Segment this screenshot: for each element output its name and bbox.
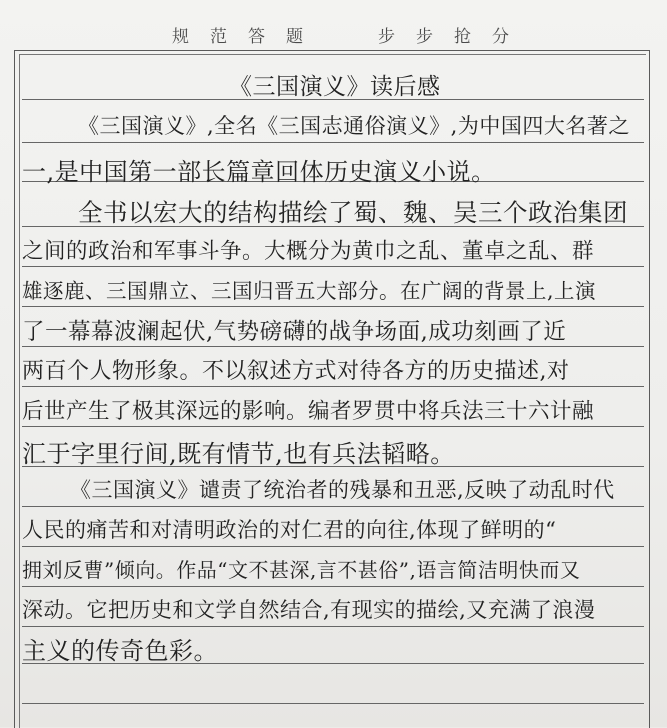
- essay-line: 拥刘反曹”倾向。作品“文不甚深,言不甚俗”,语言简洁明快而又: [22, 558, 581, 582]
- essay-line: 主义的传奇色彩。: [22, 637, 218, 665]
- ruled-line: [22, 142, 644, 143]
- essay-line: 汇于字里行间,既有情节,也有兵法韬略。: [22, 440, 455, 468]
- header-char: 题: [286, 27, 304, 47]
- ruled-line: [22, 346, 644, 347]
- ruled-line: [22, 266, 644, 267]
- header-char: 抢: [454, 27, 472, 47]
- essay-line: 了一幕幕波澜起伏,气势磅礴的战争场面,成功刻画了近: [22, 319, 567, 345]
- essay-line: 《三国演义》,全名《三国志通俗演义》,为中国四大名著之: [78, 114, 630, 138]
- essay-line: 人民的痛苦和对清明政治的对仁君的向往,体现了鲜明的“: [22, 518, 557, 542]
- essay-line: 全书以宏大的结构描绘了蜀、魏、吴三个政治集团: [78, 198, 628, 227]
- header-char: 步: [378, 27, 396, 47]
- ruled-line: [22, 703, 644, 704]
- header-char: 规: [172, 27, 190, 47]
- essay-line: 一,是中国第一部长篇章回体历史演义小说。: [22, 158, 496, 186]
- ruled-line: [22, 586, 644, 587]
- essay-line: 雄逐鹿、三国鼎立、三国归晋五大部分。在广阔的背景上,上演: [22, 279, 597, 303]
- essay-line: 两百个人物形象。不以叙述方式对待各方的历史描述,对: [22, 359, 570, 384]
- ruled-line: [22, 546, 644, 547]
- header-char: 答: [248, 27, 266, 47]
- header-right-title: [368, 22, 520, 47]
- essay-line: 之间的政治和军事斗争。大概分为黄巾之乱、董卓之乱、群: [22, 239, 595, 264]
- essay-title: 《三国演义》读后感: [229, 74, 441, 100]
- header-char: 范: [210, 27, 228, 47]
- essay-line: 后世产生了极其深远的影响。编者罗贯中将兵法三十六计融: [22, 399, 595, 424]
- ruled-line: [22, 386, 644, 387]
- ruled-line: [22, 506, 644, 507]
- ruled-line: [22, 306, 644, 307]
- header-char: 步: [416, 27, 434, 47]
- ruled-line: [22, 626, 644, 627]
- header-left-title: [162, 22, 314, 47]
- essay-line: 深动。它把历史和文学自然结合,有现实的描绘,又充满了浪漫: [22, 598, 596, 622]
- header-char: 分: [492, 27, 510, 47]
- paper-header: [0, 18, 667, 48]
- essay-line: 《三国演义》谴责了统治者的残暴和丑恶,反映了动乱时代: [70, 478, 615, 502]
- ruled-line: [22, 426, 644, 427]
